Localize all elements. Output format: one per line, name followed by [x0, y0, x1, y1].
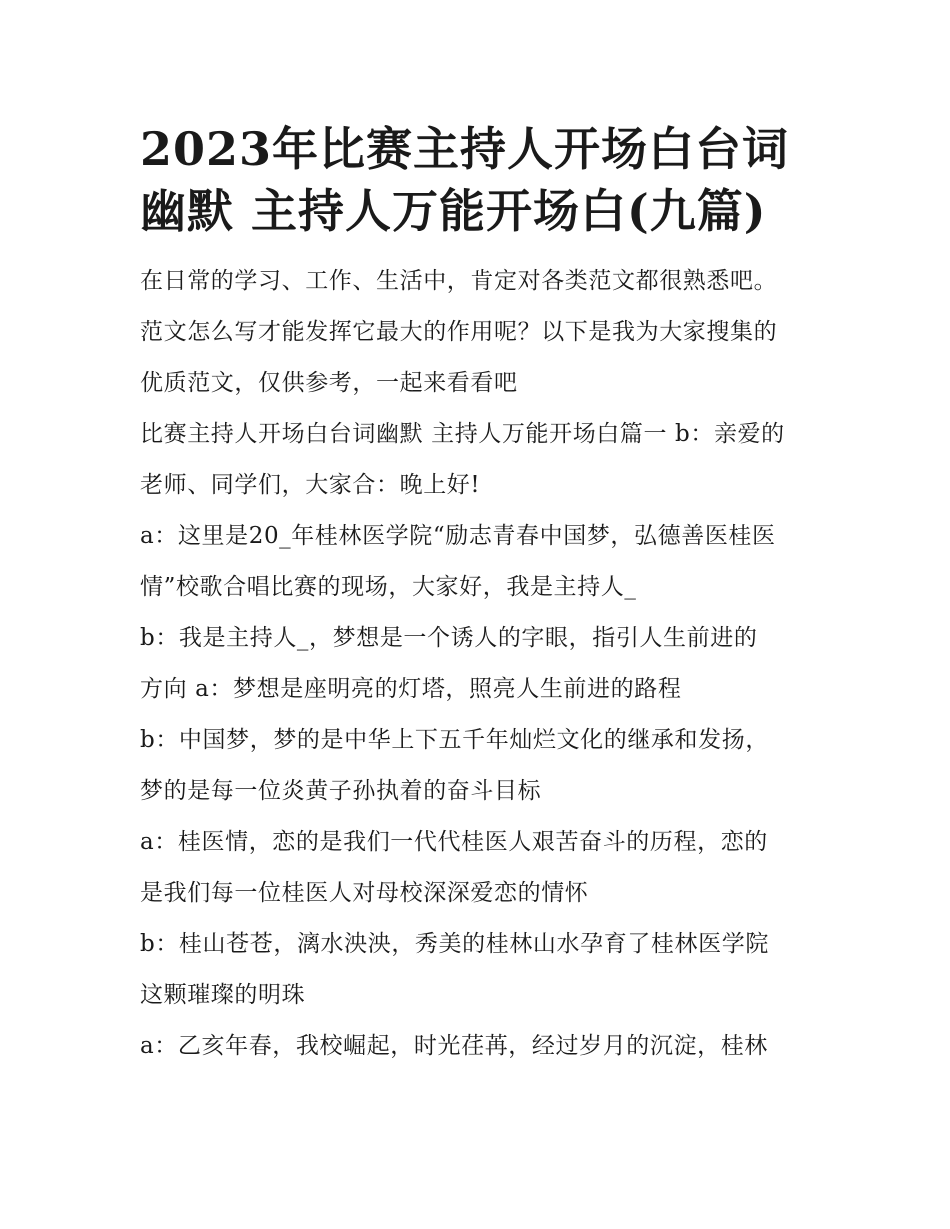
text-line: 梦的是每一位炎黄子孙执着的奋斗目标 [140, 778, 542, 804]
dialogue-paragraph [140, 613, 820, 715]
dialogue-paragraph [140, 817, 820, 919]
text-line: b：中国梦，梦的是中华上下五千年灿烂文化的继承和发扬， [140, 727, 769, 753]
text-line: 情”校歌合唱比赛的现场，大家好，我是主持人_ [140, 574, 637, 600]
dialogue-paragraph [140, 1021, 820, 1072]
dialogue-paragraph [140, 511, 820, 613]
section-one-paragraph [140, 409, 820, 511]
title-line-2: 幽默 主持人万能开场白(九篇) [140, 184, 767, 238]
text-line: a：乙亥年春，我校崛起，时光荏苒，经过岁月的沉淀，桂林 [140, 1033, 768, 1059]
document-title [140, 118, 820, 242]
text-line: 方向 a：梦想是座明亮的灯塔，照亮人生前进的路程 [140, 676, 682, 702]
text-line: 是我们每一位桂医人对母校深深爱恋的情怀 [140, 880, 589, 906]
dialogue-paragraph [140, 919, 820, 1021]
text-line: 这颗璀璨的明珠 [140, 982, 306, 1008]
text-line: 在日常的学习、工作、生活中，肯定对各类范文都很熟悉吧。 [140, 268, 778, 294]
title-line-1: 2023年比赛主持人开场白台词 [140, 122, 790, 176]
text-line: a：这里是20_年桂林医学院“励志青春中国梦，弘德善医桂医 [140, 523, 776, 549]
text-line: 老师、同学们，大家合：晚上好! [140, 472, 481, 498]
document-body [140, 256, 820, 1072]
document-page [140, 118, 820, 1072]
dialogue-paragraph [140, 715, 820, 817]
text-line: b：桂山苍苍，漓水泱泱，秀美的桂林山水孕育了桂林医学院 [140, 931, 769, 957]
text-line: b：我是主持人_，梦想是一个诱人的字眼，指引人生前进的 [140, 625, 758, 651]
text-line: a：桂医情，恋的是我们一代代桂医人艰苦奋斗的历程，恋的 [140, 829, 768, 855]
text-line: 优质范文，仅供参考，一起来看看吧 [140, 370, 518, 396]
text-line: 范文怎么写才能发挥它最大的作用呢？以下是我为大家搜集的 [140, 319, 778, 345]
intro-paragraph [140, 256, 820, 409]
text-line: 比赛主持人开场白台词幽默 主持人万能开场白篇一 b：亲爱的 [140, 421, 785, 447]
